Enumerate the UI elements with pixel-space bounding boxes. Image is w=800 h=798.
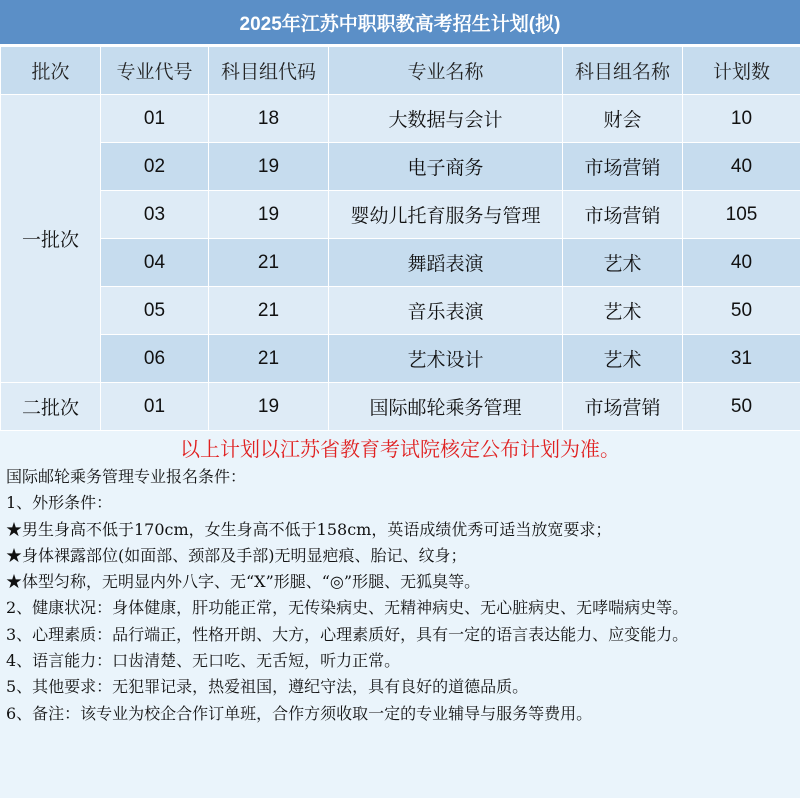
page-title: 2025年江苏中职职教高考招生计划(拟) [0, 0, 800, 46]
condition-line: ★体型匀称，无明显内外八字、无“X”形腿、“◎”形腿、无狐臭等。 [6, 572, 481, 592]
conditions-heading: 国际邮轮乘务管理专业报名条件： [6, 467, 247, 486]
enrollment-plan-table [0, 46, 800, 431]
major-code-cell: 03 [101, 191, 209, 239]
group-name-cell: 市场营销 [563, 383, 683, 431]
group-name-cell: 市场营销 [563, 143, 683, 191]
condition-line: 3、心理素质：品行端正，性格开朗、大方，心理素质好，具有一定的语言表达能力、应变能力。 [6, 624, 689, 644]
major-name-cell: 大数据与会计 [329, 95, 563, 143]
major-name-cell: 婴幼儿托育服务与管理 [329, 191, 563, 239]
group-code-cell: 19 [209, 143, 329, 191]
header-plan-count: 计划数 [683, 47, 800, 95]
major-name-cell: 舞蹈表演 [329, 239, 563, 287]
major-name-cell: 电子商务 [329, 143, 563, 191]
condition-line: 6、备注：该专业为校企合作订单班，合作方须收取一定的专业辅导与服务等费用。 [6, 703, 593, 723]
major-code-cell: 02 [101, 143, 209, 191]
major-name-cell: 国际邮轮乘务管理 [329, 383, 563, 431]
major-code-cell: 01 [101, 383, 209, 431]
header-group-name: 科目组名称 [563, 47, 683, 95]
table-row [1, 335, 800, 383]
table-row [1, 287, 800, 335]
group-name-cell: 市场营销 [563, 191, 683, 239]
group-code-cell: 18 [209, 95, 329, 143]
group-name-cell: 艺术 [563, 287, 683, 335]
plan-count-cell: 105 [683, 191, 800, 239]
batch-cell: 一批次 [1, 95, 101, 383]
major-name-cell: 音乐表演 [329, 287, 563, 335]
admission-conditions [6, 464, 798, 727]
table-row [1, 383, 800, 431]
batch-cell: 二批次 [1, 383, 101, 431]
table-row [1, 191, 800, 239]
major-code-cell: 06 [101, 335, 209, 383]
group-code-cell: 21 [209, 239, 329, 287]
group-name-cell: 艺术 [563, 335, 683, 383]
table-row [1, 95, 800, 143]
header-group-code: 科目组代码 [209, 47, 329, 95]
group-name-cell: 财会 [563, 95, 683, 143]
plan-notice: 以上计划以江苏省教育考试院核定公布计划为准。 [0, 432, 800, 462]
table-row [1, 143, 800, 191]
condition-line: 1、外形条件： [6, 493, 113, 513]
group-code-cell: 19 [209, 383, 329, 431]
header-batch: 批次 [1, 47, 101, 95]
group-name-cell: 艺术 [563, 239, 683, 287]
plan-count-cell: 10 [683, 95, 800, 143]
condition-line: ★身体裸露部位(如面部、颈部及手部)无明显疤痕、胎记、纹身； [6, 545, 467, 565]
plan-count-cell: 40 [683, 239, 800, 287]
major-name-cell: 艺术设计 [329, 335, 563, 383]
major-code-cell: 05 [101, 287, 209, 335]
condition-line: ★男生身高不低于170cm，女生身高不低于158cm，英语成绩优秀可适当放宽要求； [6, 519, 612, 539]
table-row [1, 239, 800, 287]
major-code-cell: 01 [101, 95, 209, 143]
plan-count-cell: 40 [683, 143, 800, 191]
table-header-row [1, 47, 800, 95]
header-major-code: 专业代号 [101, 47, 209, 95]
condition-line: 4、语言能力：口齿清楚、无口吃、无舌短，听力正常。 [6, 651, 401, 671]
group-code-cell: 19 [209, 191, 329, 239]
plan-count-cell: 50 [683, 287, 800, 335]
major-code-cell: 04 [101, 239, 209, 287]
condition-line: 2、健康状况：身体健康，肝功能正常，无传染病史、无精神病史、无心脏病史、无哮喘病史等。 [6, 598, 689, 618]
group-code-cell: 21 [209, 335, 329, 383]
group-code-cell: 21 [209, 287, 329, 335]
plan-count-cell: 50 [683, 383, 800, 431]
condition-line: 5、其他要求：无犯罪记录，热爱祖国，遵纪守法，具有良好的道德品质。 [6, 677, 529, 697]
header-major-name: 专业名称 [329, 47, 563, 95]
plan-count-cell: 31 [683, 335, 800, 383]
